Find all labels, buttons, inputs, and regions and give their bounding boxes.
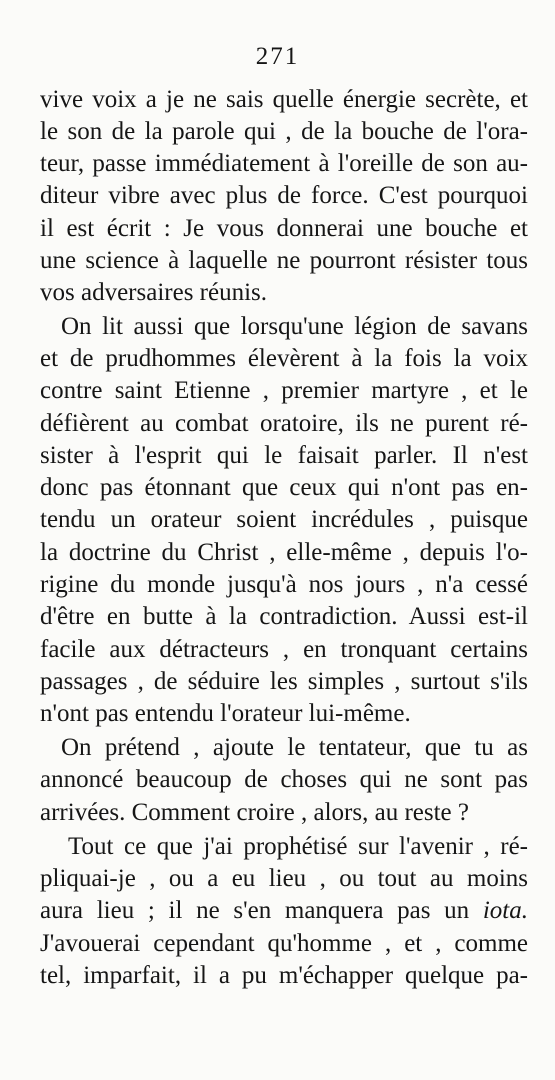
text-line: annoncé beaucoup de choses qui ne sont pas — [40, 766, 528, 793]
text-line: et de prudhommes élevèrent à la fois la voix — [40, 345, 528, 372]
text-line: une science à laquelle ne pourront résister tous — [40, 247, 528, 274]
text-line: teur, passe immédiatement à l'oreille de son au- — [40, 150, 528, 177]
text-line: On prétend , ajoute le tentateur, que tu as — [61, 734, 528, 761]
text-line: il est écrit : Je vous donnerai une bouche et — [40, 215, 528, 242]
text-line: passages , de séduire les simples , surtout s'ils — [40, 668, 528, 695]
text-line: rigine du monde jusqu'à nos jours , n'a cessé — [40, 571, 528, 598]
text-line: la doctrine du Christ , elle-même , depuis l'o- — [40, 539, 528, 566]
text-line: vive voix a je ne sais quelle énergie secrète, et — [40, 86, 528, 113]
text-line: contre saint Etienne , premier martyre , et le — [40, 377, 528, 404]
text-segment: aura lieu ; il ne s'en manquera pas un — [40, 897, 483, 924]
page-number: 271 — [255, 43, 300, 70]
text-line: facile aux détracteurs , en tronquant certains — [40, 636, 528, 663]
text-line: tendu un orateur soient incrédules , puisque — [40, 506, 528, 533]
text-line: d'être en butte à la contradiction. Aussi est-il — [40, 603, 528, 630]
text-line: Tout ce que j'ai prophétisé sur l'avenir , ré- — [68, 833, 528, 860]
text-line: n'ont pas entendu l'orateur lui-même. — [40, 700, 411, 727]
text-line: tel, imparfait, il a pu m'échapper quelque pa- — [40, 962, 528, 989]
text-line: donc pas étonnant que ceux qui n'ont pas en- — [40, 474, 528, 501]
text-line: sister à l'esprit qui le faisait parler. Il n'est — [40, 442, 528, 469]
text-line: vos adversaires réunis. — [40, 279, 268, 306]
text-line — [40, 895, 528, 927]
text-line: J'avouerai cependant qu'homme , et , comme — [40, 930, 528, 957]
text-line: pliquai-je , ou a eu lieu , ou tout au moins — [40, 865, 528, 892]
italic-word: iota. — [482, 897, 528, 924]
text-line: le son de la parole qui , de la bouche de l'ora- — [40, 118, 528, 145]
text-line: On lit aussi que lorsqu'une légion de savans — [61, 313, 528, 340]
text-line: diteur vibre avec plus de force. C'est pourquoi — [40, 182, 528, 209]
text-line: arrivées. Comment croire , alors, au reste ? — [40, 799, 469, 826]
text-line: défièrent au combat oratoire, ils ne purent ré- — [40, 410, 528, 437]
